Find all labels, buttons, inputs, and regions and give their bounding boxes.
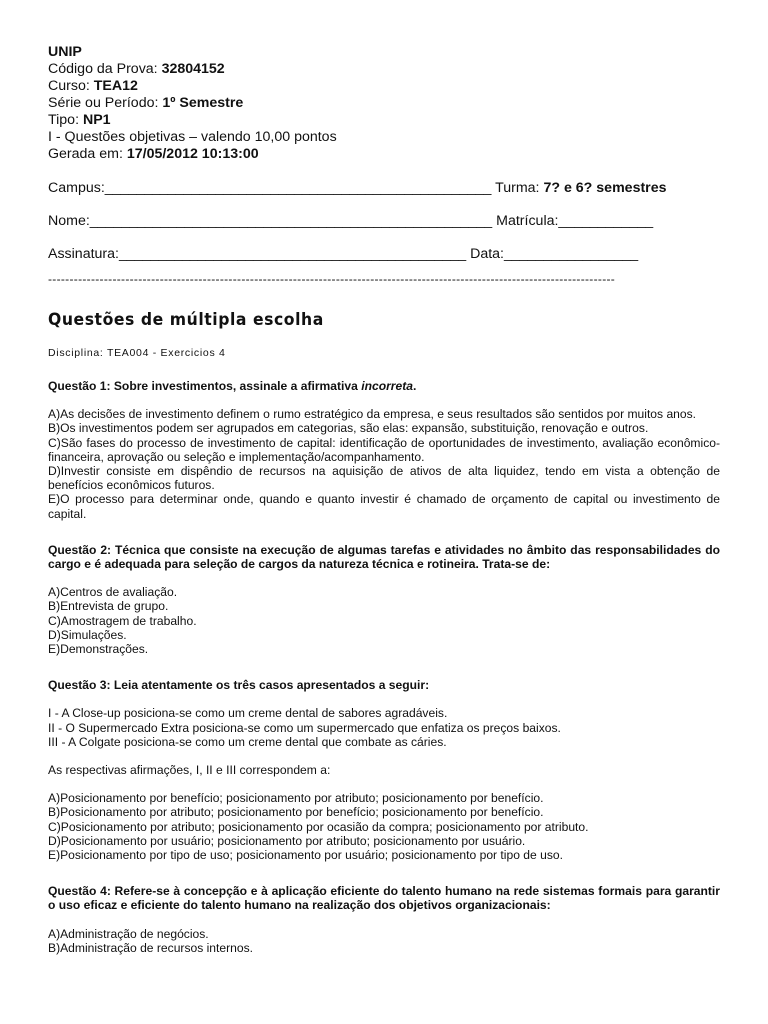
option-a[interactable]: A)As decisões de investimento definem o rumo estratégico da empresa, e seus resultados são sentidos por muitos anos. — [48, 407, 697, 422]
option-b[interactable]: B)Os investimentos podem ser agrupados em categorias, são elas: expansão, substituição, renovação e outros. — [48, 421, 649, 436]
institution-name: UNIP — [48, 44, 82, 60]
question-2 — [48, 543, 720, 656]
discipline-line: Disciplina: TEA004 - Exercicios 4 — [48, 347, 226, 359]
question-3 — [48, 678, 720, 862]
generated-line: Gerada em: 17/05/2012 10:13:00 — [48, 146, 259, 162]
question-title: Questão 1: Sobre investimentos, assinale a afirmativa incorreta. — [48, 379, 417, 393]
question-title: Questão 2: Técnica que consiste na execução de algumas tarefas e atividades no âmbito das responsabilidades do cargo e é adequada para seleção de cargos da natureza técnica e rotineira. Trata-se de: — [48, 542, 720, 572]
option-c[interactable]: C)Amostragem de trabalho. — [48, 613, 197, 628]
option-e[interactable]: E)Posicionamento por tipo de uso; posicionamento por usuário; posicionamento por tipo de uso. — [48, 848, 563, 863]
option-list — [48, 927, 720, 955]
nome-matricula-line[interactable]: Nome:___________________________________________________ Matrícula:____________ — [48, 213, 654, 229]
case-list — [48, 706, 720, 749]
student-fields — [48, 180, 720, 286]
option-a[interactable]: A)Administração de negócios. — [48, 926, 209, 941]
course-line: Curso: TEA12 — [48, 78, 138, 94]
question-1 — [48, 379, 720, 521]
option-c[interactable]: C)São fases do processo de investimento de capital: identificação de oportunidades de investimento, avaliação econômico-financeira, aprovação ou seleção e implementação/acompanhamento. — [48, 435, 720, 464]
exam-code-line: Código da Prova: 32804152 — [48, 61, 225, 77]
option-list — [48, 407, 720, 521]
case-item: I - A Close-up posiciona-se como um creme dental de sabores agradáveis. — [48, 706, 448, 721]
campus-turma-line: Campus:_________________________________________________ Turma: 7? e 6? semestres — [48, 180, 667, 196]
section-value-line: I - Questões objetivas – valendo 10,00 pontos — [48, 129, 337, 145]
exam-page — [48, 44, 720, 955]
option-d[interactable]: D)Simulações. — [48, 627, 127, 642]
option-c[interactable]: C)Posicionamento por atributo; posicionamento por ocasião da compra; posicionamento por atributo. — [48, 819, 589, 834]
turma-value: 7? e 6? semestres — [543, 180, 667, 196]
option-a[interactable]: A)Posicionamento por benefício; posicionamento por atributo; posicionamento por benefício. — [48, 791, 544, 806]
question-title: Questão 4: Refere-se à concepção e à aplicação eficiente do talento humano na rede sistemas formais para garantir o uso eficaz e eficiente do talento humano na realização dos objetivos organizacionais: — [48, 884, 720, 913]
question-prompt: As respectivas afirmações, I, II e III correspondem a: — [48, 763, 331, 778]
case-item: II - O Supermercado Extra posiciona-se como um supermercado que enfatiza os preços baixos. — [48, 720, 561, 735]
option-a[interactable]: A)Centros de avaliação. — [48, 585, 178, 600]
option-b[interactable]: B)Administração de recursos internos. — [48, 940, 254, 955]
case-item: III - A Colgate posiciona-se como um creme dental que combate as cáries. — [48, 734, 447, 749]
option-e[interactable]: E)Demonstrações. — [48, 642, 149, 657]
campus-field[interactable]: Campus:_________________________________________________ — [48, 180, 496, 196]
question-4 — [48, 884, 720, 955]
option-d[interactable]: D)Posicionamento por usuário; posicionamento por atributo; posicionamento por usuário. — [48, 833, 526, 848]
option-b[interactable]: B)Posicionamento por atributo; posicionamento por benefício; posicionamento por benefício. — [48, 805, 544, 820]
option-e[interactable]: E)O processo para determinar onde, quando e quanto investir é chamado de orçamento de capital ou investimento de capital. — [48, 492, 720, 521]
assinatura-data-line[interactable]: Assinatura:____________________________________________ Data:_________________ — [48, 246, 639, 262]
type-line: Tipo: NP1 — [48, 112, 111, 128]
question-title: Questão 3: Leia atentamente os três casos apresentados a seguir: — [48, 678, 430, 693]
dashed-divider: ------------------------------------------------------------------------------------------------------------------------------------ — [48, 272, 616, 286]
option-list — [48, 585, 720, 656]
exam-header — [48, 44, 720, 163]
option-b[interactable]: B)Entrevista de grupo. — [48, 599, 169, 614]
term-line: Série ou Período: 1º Semestre — [48, 95, 244, 111]
section-title: Questões de múltipla escolha — [48, 310, 324, 330]
option-list — [48, 791, 720, 862]
option-d[interactable]: D)Investir consiste em dispêndio de recursos na aquisição de ativos de alta liquidez, tendo em vista a obtenção de benefícios econômicos futuros. — [48, 464, 720, 493]
